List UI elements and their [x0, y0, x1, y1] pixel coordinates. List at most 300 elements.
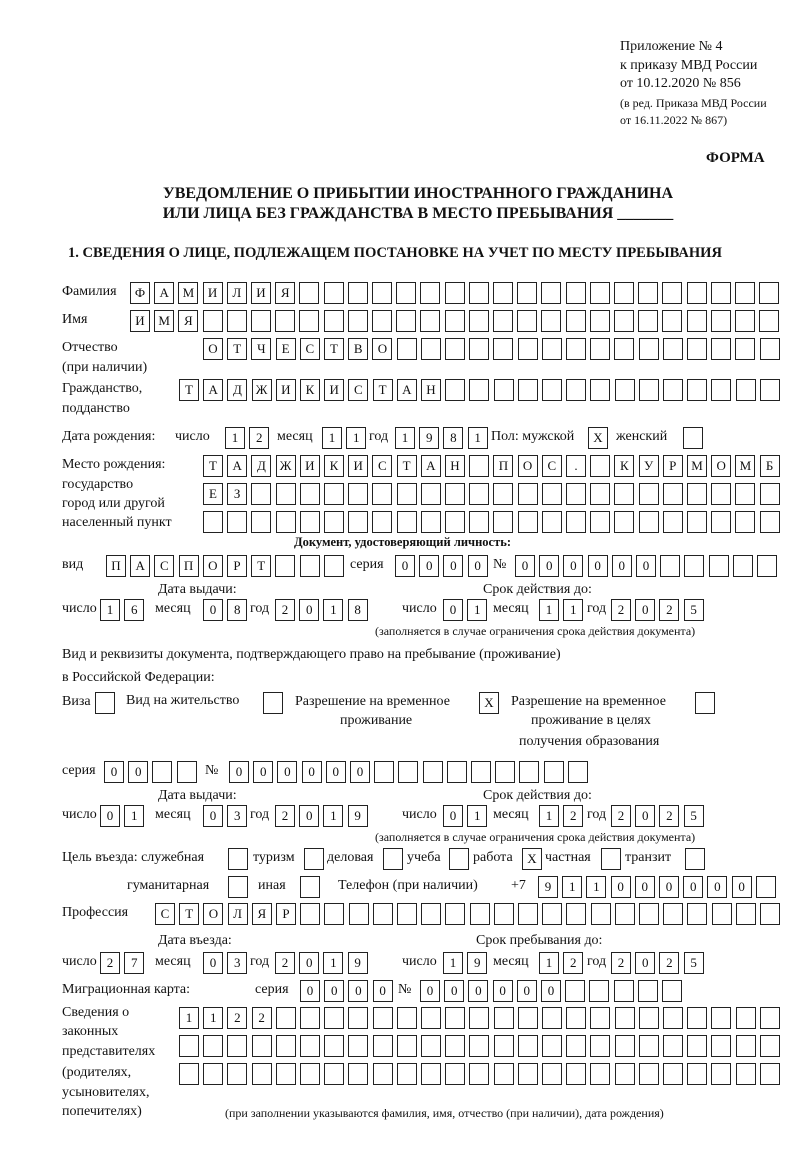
char-cell[interactable]	[373, 903, 393, 925]
char-cell[interactable]	[614, 980, 634, 1002]
char-cell[interactable]: Т	[227, 338, 247, 360]
char-cell[interactable]: 0	[443, 599, 463, 621]
char-cell[interactable]: 2	[611, 805, 631, 827]
char-cell[interactable]: И	[348, 455, 368, 477]
char-cell[interactable]	[324, 282, 344, 304]
char-cell[interactable]: Е	[203, 483, 223, 505]
char-cell[interactable]	[372, 310, 392, 332]
char-cell[interactable]	[397, 338, 417, 360]
char-cell[interactable]	[421, 1035, 441, 1057]
char-cell[interactable]	[660, 555, 680, 577]
char-cell[interactable]	[152, 761, 172, 783]
char-cell[interactable]: 2	[275, 952, 295, 974]
char-cell[interactable]	[445, 1007, 465, 1029]
char-cell[interactable]	[445, 282, 465, 304]
char-cell[interactable]	[711, 310, 731, 332]
char-cell[interactable]	[590, 282, 610, 304]
char-cell[interactable]	[663, 511, 683, 533]
char-cell[interactable]	[687, 903, 707, 925]
char-cell[interactable]	[421, 1007, 441, 1029]
char-cell[interactable]	[494, 1035, 514, 1057]
char-cell[interactable]: 9	[538, 876, 558, 898]
char-cell[interactable]	[711, 1035, 731, 1057]
char-cell[interactable]	[445, 511, 465, 533]
char-cell[interactable]	[469, 483, 489, 505]
char-cell[interactable]: А	[154, 282, 174, 304]
char-cell[interactable]: 0	[419, 555, 439, 577]
char-cell[interactable]	[421, 903, 441, 925]
char-cell[interactable]	[421, 1063, 441, 1085]
char-cell[interactable]: И	[130, 310, 150, 332]
char-cell[interactable]	[469, 1035, 489, 1057]
char-cell[interactable]: 0	[395, 555, 415, 577]
char-cell[interactable]	[493, 310, 513, 332]
char-cell[interactable]	[662, 310, 682, 332]
char-cell[interactable]	[276, 1035, 296, 1057]
char-cell[interactable]	[324, 483, 344, 505]
char-cell[interactable]: 8	[348, 599, 368, 621]
char-cell[interactable]	[663, 903, 683, 925]
char-cell[interactable]: 1	[322, 427, 342, 449]
char-cell[interactable]: 9	[419, 427, 439, 449]
char-cell[interactable]	[590, 379, 610, 401]
char-cell[interactable]	[518, 338, 538, 360]
char-cell[interactable]: Ф	[130, 282, 150, 304]
char-cell[interactable]: 3	[227, 952, 247, 974]
char-cell[interactable]	[663, 1035, 683, 1057]
char-cell[interactable]	[712, 903, 732, 925]
char-cell[interactable]	[517, 310, 537, 332]
char-cell[interactable]	[469, 282, 489, 304]
char-cell[interactable]: 2	[659, 599, 679, 621]
char-cell[interactable]	[397, 1063, 417, 1085]
char-cell[interactable]: 0	[350, 761, 370, 783]
checkbox-cell[interactable]: X	[479, 692, 499, 714]
char-cell[interactable]	[711, 338, 731, 360]
char-cell[interactable]: 0	[300, 980, 320, 1002]
char-cell[interactable]: 0	[636, 555, 656, 577]
char-cell[interactable]	[541, 310, 561, 332]
char-cell[interactable]	[662, 282, 682, 304]
char-cell[interactable]	[735, 511, 755, 533]
char-cell[interactable]	[203, 1063, 223, 1085]
char-cell[interactable]: 1	[563, 599, 583, 621]
char-cell[interactable]: И	[324, 379, 344, 401]
char-cell[interactable]: 8	[443, 427, 463, 449]
char-cell[interactable]	[397, 903, 417, 925]
checkbox-cell[interactable]	[601, 848, 621, 870]
char-cell[interactable]	[735, 310, 755, 332]
char-cell[interactable]	[759, 310, 779, 332]
char-cell[interactable]: 0	[299, 599, 319, 621]
char-cell[interactable]	[756, 876, 776, 898]
char-cell[interactable]: М	[687, 455, 707, 477]
char-cell[interactable]: 0	[468, 980, 488, 1002]
char-cell[interactable]	[348, 483, 368, 505]
char-cell[interactable]	[638, 282, 658, 304]
char-cell[interactable]	[276, 483, 296, 505]
char-cell[interactable]	[469, 1007, 489, 1029]
char-cell[interactable]: 1	[100, 599, 120, 621]
char-cell[interactable]	[469, 310, 489, 332]
char-cell[interactable]: В	[348, 338, 368, 360]
char-cell[interactable]: Б	[760, 455, 780, 477]
char-cell[interactable]	[300, 483, 320, 505]
char-cell[interactable]	[639, 379, 659, 401]
char-cell[interactable]	[494, 1007, 514, 1029]
char-cell[interactable]	[397, 511, 417, 533]
char-cell[interactable]	[615, 903, 635, 925]
char-cell[interactable]	[372, 282, 392, 304]
char-cell[interactable]: 0	[515, 555, 535, 577]
char-cell[interactable]	[568, 761, 588, 783]
char-cell[interactable]	[736, 1035, 756, 1057]
char-cell[interactable]: Т	[373, 379, 393, 401]
char-cell[interactable]	[251, 310, 271, 332]
char-cell[interactable]	[348, 511, 368, 533]
char-cell[interactable]: 9	[348, 805, 368, 827]
checkbox-cell[interactable]	[304, 848, 324, 870]
char-cell[interactable]	[760, 483, 780, 505]
char-cell[interactable]: З	[227, 483, 247, 505]
char-cell[interactable]	[591, 903, 611, 925]
char-cell[interactable]: 6	[124, 599, 144, 621]
char-cell[interactable]: А	[130, 555, 150, 577]
char-cell[interactable]: 0	[128, 761, 148, 783]
char-cell[interactable]: 1	[562, 876, 582, 898]
char-cell[interactable]	[662, 980, 682, 1002]
char-cell[interactable]: 0	[612, 555, 632, 577]
char-cell[interactable]: Я	[252, 903, 272, 925]
char-cell[interactable]: 2	[275, 805, 295, 827]
char-cell[interactable]	[420, 282, 440, 304]
char-cell[interactable]: 0	[443, 805, 463, 827]
char-cell[interactable]: О	[518, 455, 538, 477]
char-cell[interactable]	[518, 1007, 538, 1029]
char-cell[interactable]	[638, 980, 658, 1002]
char-cell[interactable]	[615, 379, 635, 401]
char-cell[interactable]	[469, 455, 489, 477]
char-cell[interactable]	[590, 310, 610, 332]
char-cell[interactable]: 0	[635, 876, 655, 898]
char-cell[interactable]: И	[276, 379, 296, 401]
char-cell[interactable]	[589, 980, 609, 1002]
char-cell[interactable]: 0	[302, 761, 322, 783]
char-cell[interactable]	[349, 903, 369, 925]
checkbox-cell[interactable]	[683, 427, 703, 449]
char-cell[interactable]	[519, 761, 539, 783]
char-cell[interactable]: О	[711, 455, 731, 477]
char-cell[interactable]	[493, 483, 513, 505]
char-cell[interactable]: 0	[253, 761, 273, 783]
char-cell[interactable]: 5	[684, 599, 704, 621]
char-cell[interactable]: 1	[586, 876, 606, 898]
char-cell[interactable]: И	[251, 282, 271, 304]
char-cell[interactable]	[760, 1063, 780, 1085]
char-cell[interactable]	[276, 1007, 296, 1029]
char-cell[interactable]	[542, 483, 562, 505]
char-cell[interactable]	[639, 1007, 659, 1029]
char-cell[interactable]	[494, 1063, 514, 1085]
char-cell[interactable]	[373, 1063, 393, 1085]
char-cell[interactable]	[421, 338, 441, 360]
char-cell[interactable]: 0	[324, 980, 344, 1002]
char-cell[interactable]: 1	[539, 805, 559, 827]
char-cell[interactable]	[687, 1007, 707, 1029]
char-cell[interactable]	[566, 379, 586, 401]
char-cell[interactable]: О	[372, 338, 392, 360]
char-cell[interactable]: Я	[275, 282, 295, 304]
char-cell[interactable]	[687, 282, 707, 304]
char-cell[interactable]: 0	[373, 980, 393, 1002]
char-cell[interactable]: Ч	[251, 338, 271, 360]
char-cell[interactable]	[663, 483, 683, 505]
char-cell[interactable]: 0	[493, 980, 513, 1002]
char-cell[interactable]: Д	[251, 455, 271, 477]
char-cell[interactable]	[421, 511, 441, 533]
char-cell[interactable]: 2	[100, 952, 120, 974]
char-cell[interactable]	[566, 282, 586, 304]
char-cell[interactable]	[227, 1063, 247, 1085]
char-cell[interactable]	[396, 282, 416, 304]
char-cell[interactable]	[373, 1035, 393, 1057]
char-cell[interactable]	[711, 1063, 731, 1085]
char-cell[interactable]	[760, 338, 780, 360]
char-cell[interactable]	[590, 1035, 610, 1057]
char-cell[interactable]: К	[614, 455, 634, 477]
char-cell[interactable]	[711, 483, 731, 505]
char-cell[interactable]	[518, 483, 538, 505]
char-cell[interactable]	[614, 483, 634, 505]
char-cell[interactable]: Т	[397, 455, 417, 477]
char-cell[interactable]	[544, 761, 564, 783]
char-cell[interactable]: Я	[178, 310, 198, 332]
char-cell[interactable]	[518, 511, 538, 533]
char-cell[interactable]	[252, 1035, 272, 1057]
char-cell[interactable]	[177, 761, 197, 783]
char-cell[interactable]: О	[203, 903, 223, 925]
char-cell[interactable]	[639, 1035, 659, 1057]
char-cell[interactable]	[615, 1063, 635, 1085]
char-cell[interactable]	[663, 379, 683, 401]
char-cell[interactable]: К	[324, 455, 344, 477]
char-cell[interactable]: 7	[124, 952, 144, 974]
char-cell[interactable]: 9	[467, 952, 487, 974]
char-cell[interactable]: 1	[539, 599, 559, 621]
char-cell[interactable]	[179, 1063, 199, 1085]
char-cell[interactable]: 0	[707, 876, 727, 898]
char-cell[interactable]	[445, 379, 465, 401]
char-cell[interactable]	[374, 761, 394, 783]
char-cell[interactable]	[760, 511, 780, 533]
char-cell[interactable]: П	[179, 555, 199, 577]
char-cell[interactable]	[469, 379, 489, 401]
checkbox-cell[interactable]: X	[588, 427, 608, 449]
char-cell[interactable]: 1	[467, 599, 487, 621]
char-cell[interactable]: 0	[203, 952, 223, 974]
char-cell[interactable]: Л	[228, 903, 248, 925]
char-cell[interactable]	[735, 483, 755, 505]
char-cell[interactable]	[348, 282, 368, 304]
char-cell[interactable]	[590, 338, 610, 360]
char-cell[interactable]: 1	[539, 952, 559, 974]
char-cell[interactable]: 1	[467, 805, 487, 827]
char-cell[interactable]: 0	[203, 599, 223, 621]
char-cell[interactable]	[445, 338, 465, 360]
char-cell[interactable]	[614, 282, 634, 304]
char-cell[interactable]: 1	[203, 1007, 223, 1029]
char-cell[interactable]	[711, 282, 731, 304]
checkbox-cell[interactable]	[300, 876, 320, 898]
char-cell[interactable]	[542, 903, 562, 925]
char-cell[interactable]	[663, 1007, 683, 1029]
char-cell[interactable]	[469, 338, 489, 360]
checkbox-cell[interactable]	[263, 692, 283, 714]
char-cell[interactable]: У	[639, 455, 659, 477]
char-cell[interactable]	[324, 1007, 344, 1029]
char-cell[interactable]	[614, 511, 634, 533]
char-cell[interactable]	[518, 1035, 538, 1057]
char-cell[interactable]	[469, 1063, 489, 1085]
char-cell[interactable]: Т	[179, 379, 199, 401]
char-cell[interactable]	[324, 1035, 344, 1057]
char-cell[interactable]: М	[735, 455, 755, 477]
char-cell[interactable]	[300, 1063, 320, 1085]
char-cell[interactable]	[711, 511, 731, 533]
char-cell[interactable]: 0	[468, 555, 488, 577]
char-cell[interactable]	[276, 511, 296, 533]
char-cell[interactable]: М	[178, 282, 198, 304]
char-cell[interactable]: 0	[100, 805, 120, 827]
char-cell[interactable]: 1	[323, 952, 343, 974]
char-cell[interactable]: 2	[252, 1007, 272, 1029]
char-cell[interactable]	[324, 1063, 344, 1085]
char-cell[interactable]: 1	[225, 427, 245, 449]
char-cell[interactable]	[590, 511, 610, 533]
char-cell[interactable]: 3	[227, 805, 247, 827]
char-cell[interactable]	[759, 282, 779, 304]
char-cell[interactable]: А	[227, 455, 247, 477]
char-cell[interactable]	[494, 379, 514, 401]
char-cell[interactable]	[447, 761, 467, 783]
char-cell[interactable]	[542, 338, 562, 360]
char-cell[interactable]: 2	[563, 952, 583, 974]
char-cell[interactable]: Р	[276, 903, 296, 925]
char-cell[interactable]	[275, 555, 295, 577]
char-cell[interactable]	[423, 761, 443, 783]
char-cell[interactable]: 0	[563, 555, 583, 577]
char-cell[interactable]: 1	[179, 1007, 199, 1029]
char-cell[interactable]	[471, 761, 491, 783]
char-cell[interactable]	[736, 1007, 756, 1029]
char-cell[interactable]: С	[154, 555, 174, 577]
char-cell[interactable]: Л	[227, 282, 247, 304]
char-cell[interactable]: Ж	[276, 455, 296, 477]
char-cell[interactable]: 2	[227, 1007, 247, 1029]
char-cell[interactable]: .	[566, 455, 586, 477]
char-cell[interactable]	[421, 483, 441, 505]
char-cell[interactable]: С	[372, 455, 392, 477]
char-cell[interactable]: 2	[659, 805, 679, 827]
char-cell[interactable]	[735, 282, 755, 304]
char-cell[interactable]: С	[542, 455, 562, 477]
char-cell[interactable]	[590, 1007, 610, 1029]
char-cell[interactable]: 2	[563, 805, 583, 827]
char-cell[interactable]	[566, 903, 586, 925]
char-cell[interactable]: 9	[348, 952, 368, 974]
char-cell[interactable]	[735, 338, 755, 360]
char-cell[interactable]	[372, 483, 392, 505]
char-cell[interactable]	[639, 511, 659, 533]
char-cell[interactable]: 0	[229, 761, 249, 783]
char-cell[interactable]	[300, 903, 320, 925]
char-cell[interactable]	[566, 310, 586, 332]
char-cell[interactable]	[445, 1063, 465, 1085]
char-cell[interactable]	[684, 555, 704, 577]
char-cell[interactable]: К	[300, 379, 320, 401]
char-cell[interactable]	[590, 1063, 610, 1085]
char-cell[interactable]: Ж	[252, 379, 272, 401]
checkbox-cell[interactable]	[685, 848, 705, 870]
char-cell[interactable]	[470, 903, 490, 925]
char-cell[interactable]	[736, 1063, 756, 1085]
char-cell[interactable]	[445, 310, 465, 332]
char-cell[interactable]	[566, 338, 586, 360]
char-cell[interactable]	[494, 903, 514, 925]
char-cell[interactable]	[687, 1063, 707, 1085]
char-cell[interactable]	[736, 903, 756, 925]
char-cell[interactable]: А	[397, 379, 417, 401]
char-cell[interactable]: 0	[348, 980, 368, 1002]
char-cell[interactable]	[324, 310, 344, 332]
char-cell[interactable]	[469, 511, 489, 533]
char-cell[interactable]: Р	[663, 455, 683, 477]
char-cell[interactable]	[227, 511, 247, 533]
char-cell[interactable]: 0	[659, 876, 679, 898]
char-cell[interactable]	[300, 1035, 320, 1057]
char-cell[interactable]: 0	[635, 599, 655, 621]
char-cell[interactable]	[566, 1063, 586, 1085]
char-cell[interactable]: 0	[299, 805, 319, 827]
char-cell[interactable]: 0	[541, 980, 561, 1002]
char-cell[interactable]	[372, 511, 392, 533]
char-cell[interactable]	[348, 1035, 368, 1057]
char-cell[interactable]: 0	[104, 761, 124, 783]
char-cell[interactable]	[373, 1007, 393, 1029]
char-cell[interactable]	[300, 511, 320, 533]
char-cell[interactable]	[493, 511, 513, 533]
char-cell[interactable]	[518, 379, 538, 401]
char-cell[interactable]: Е	[276, 338, 296, 360]
char-cell[interactable]	[638, 310, 658, 332]
char-cell[interactable]	[590, 455, 610, 477]
char-cell[interactable]	[736, 379, 756, 401]
char-cell[interactable]	[614, 310, 634, 332]
char-cell[interactable]: 0	[517, 980, 537, 1002]
char-cell[interactable]: 2	[611, 952, 631, 974]
char-cell[interactable]	[300, 1007, 320, 1029]
char-cell[interactable]: 1	[443, 952, 463, 974]
char-cell[interactable]	[542, 379, 562, 401]
char-cell[interactable]	[251, 511, 271, 533]
char-cell[interactable]: 0	[326, 761, 346, 783]
char-cell[interactable]	[615, 1007, 635, 1029]
char-cell[interactable]	[542, 1035, 562, 1057]
char-cell[interactable]	[760, 903, 780, 925]
char-cell[interactable]	[252, 1063, 272, 1085]
char-cell[interactable]	[493, 282, 513, 304]
char-cell[interactable]	[541, 282, 561, 304]
